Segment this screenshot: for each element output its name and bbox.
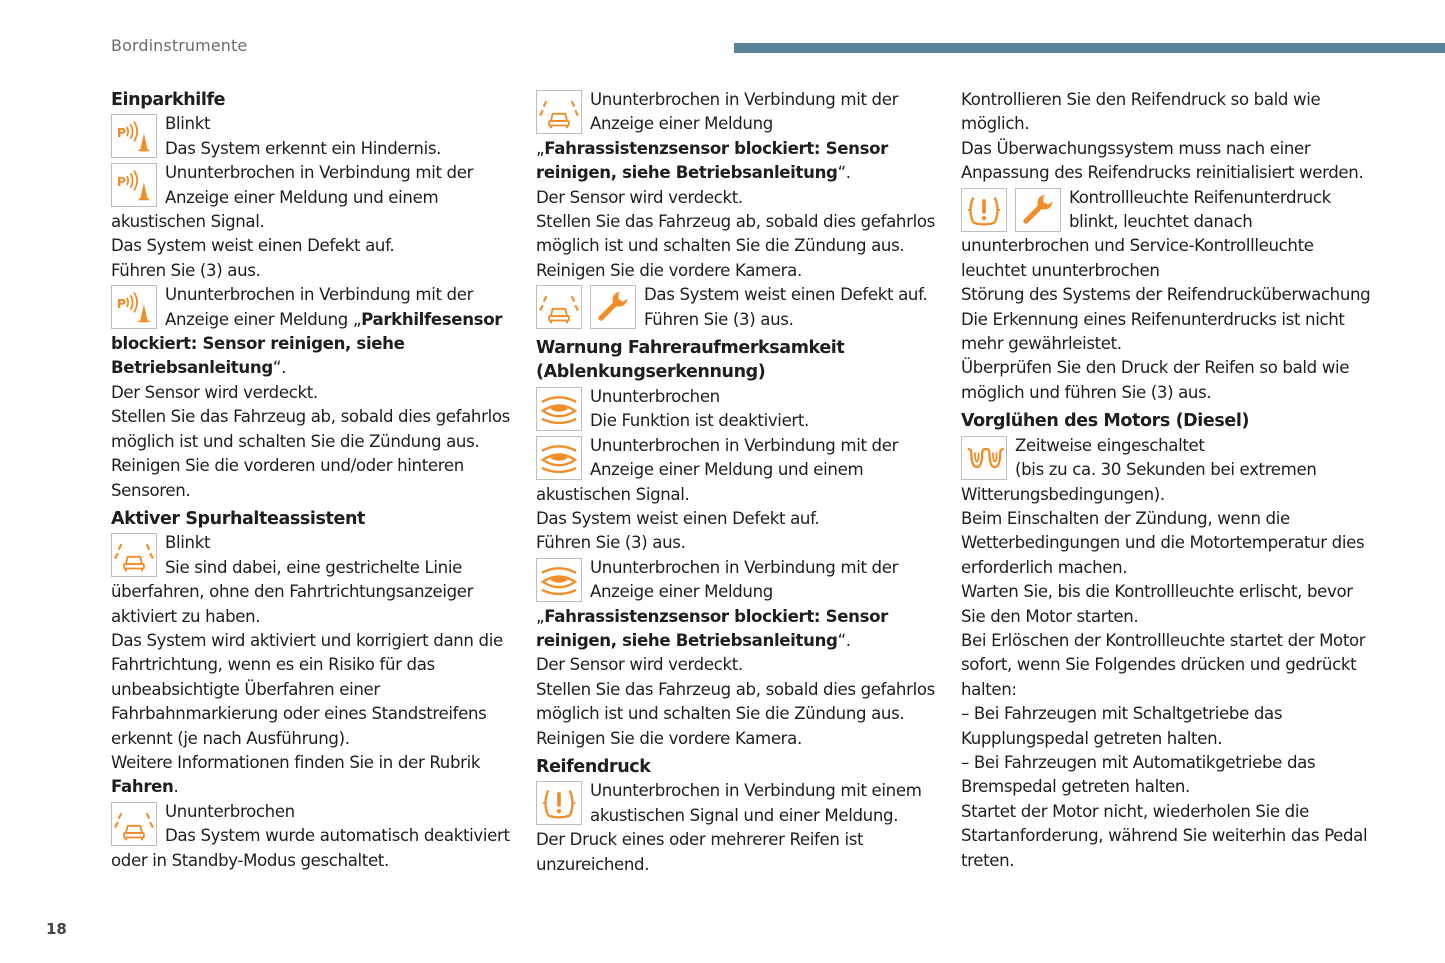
tire-2-state: Kontrollleuchte Reifenunterdruck blinkt, leuchtet danach ununterbrochen und Service-Kontrollleuchte leuchtet ununterbrochen	[961, 187, 1331, 280]
page-number: 18	[46, 920, 67, 938]
column-1	[111, 88, 511, 873]
cam-1-action-1: Stellen Sie das Fahrzeug ab, sobald dies gefahrlos möglich ist und schalten Sie die Zündung aus.	[536, 212, 935, 256]
attn-2-state: Ununterbrochen in Verbindung mit der Anzeige einer Meldung und einem akustischen Signal.	[536, 435, 899, 504]
section-title-vorgluehen: Vorglühen des Motors (Diesel)	[961, 411, 1250, 432]
park-1-desc: Das System erkennt ein Hindernis.	[165, 138, 442, 158]
park-3-state: Ununterbrochen in Verbindung mit der Anzeige einer Meldung „Parkhilfesensor blockiert: Sensor reinigen, siehe Betriebsanleitung“.	[111, 285, 503, 378]
glow-1-wait: Warten Sie, bis die Kontrollleuchte erlischt, bevor Sie den Motor starten.	[961, 582, 1353, 626]
attn-3-state: Ununterbrochen in Verbindung mit der Anzeige einer Meldung	[590, 557, 899, 602]
attn-1-desc: Die Funktion ist deaktiviert.	[590, 411, 809, 431]
wrench-icon	[1015, 188, 1061, 232]
glow-1-manual: – Bei Fahrzeugen mit Schaltgetriebe das Kupplungspedal getreten halten.	[961, 704, 1283, 748]
section-title-reifendruck: Reifendruck	[536, 756, 651, 777]
tire-2-detail: Die Erkennung eines Reifenunterdrucks ist nicht mehr gewährleistet.	[961, 309, 1345, 354]
attn-3-action-2: Reinigen Sie die vordere Kamera.	[536, 728, 802, 748]
header-accent-bar	[734, 43, 1445, 53]
park-3-action-1: Stellen Sie das Fahrzeug ab, sobald dies gefahrlos möglich ist und schalten Sie die Zündung aus.	[111, 407, 510, 451]
cam-1-desc: Der Sensor wird verdeckt.	[536, 187, 743, 207]
cam-2-desc: Das System weist einen Defekt auf.	[644, 285, 928, 305]
park-sensor-icon	[111, 114, 157, 158]
park-3-action-2: Reinigen Sie die vorderen und/oder hinteren Sensoren.	[111, 456, 464, 500]
section-header: Bordinstrumente	[111, 36, 248, 55]
tire-pressure-icon	[961, 188, 1007, 232]
lane-assist-icon	[111, 533, 157, 577]
park-2-action: Führen Sie (3) aus.	[111, 260, 261, 280]
glow-1-duration: (bis zu ca. 30 Sekunden bei extremen Witterungsbedingungen).	[961, 460, 1317, 504]
section-title-spurhalte: Aktiver Spurhalteassistent	[111, 508, 365, 529]
driver-attention-icon	[536, 558, 582, 602]
lane-1-more: Weitere Informationen finden Sie in der Rubrik Fahren.	[111, 752, 481, 797]
park-sensor-icon	[111, 285, 157, 329]
tire-1-action: Kontrollieren Sie den Reifendruck so bald wie möglich.	[961, 90, 1321, 134]
park-1-state: Blinkt	[165, 114, 211, 134]
lane-1-state: Blinkt	[165, 533, 211, 553]
glow-1-retry: Startet der Motor nicht, wiederholen Sie die Startanforderung, während Sie weiterhin das Pedal treten.	[961, 801, 1368, 870]
attn-3-action-1: Stellen Sie das Fahrzeug ab, sobald dies gefahrlos möglich ist und schalten Sie die Zündung aus.	[536, 679, 935, 724]
cam-1-state: Ununterbrochen in Verbindung mit der Anzeige einer Meldung	[590, 90, 899, 134]
glow-1-when: Beim Einschalten der Zündung, wenn die Wetterbedingungen und die Motortemperatur dies erforderlich machen.	[961, 508, 1365, 577]
park-2-desc: Das System weist einen Defekt auf.	[111, 236, 395, 256]
column-2	[536, 88, 936, 877]
lane-2-state: Ununterbrochen	[165, 801, 295, 821]
tire-1-reinit: Das Überwachungssystem muss nach einer Anpassung des Reifendrucks reinitialisiert werden.	[961, 138, 1364, 183]
driver-attention-icon	[536, 387, 582, 431]
attn-3-message: „Fahrassistenzsensor blockiert: Sensor reinigen, siehe Betriebsanleitung“.	[536, 606, 889, 650]
attn-3-desc: Der Sensor wird verdeckt.	[536, 655, 743, 675]
lane-camera-icon	[536, 90, 582, 134]
column-3	[961, 88, 1371, 873]
glow-1-state: Zeitweise eingeschaltet	[1015, 435, 1205, 455]
lane-1-detail: Das System wird aktiviert und korrigiert dann die Fahrtrichtung, wenn es ein Risiko für das unbeabsichtigte Überfahren einer Fahrbahnmarkierung oder eines Standstreifens erkennt (je nach Ausführung).	[111, 630, 503, 748]
section-title-einparkhilfe: Einparkhilfe	[111, 90, 226, 110]
glow-1-automatic: – Bei Fahrzeugen mit Automatikgetriebe das Bremspedal getreten halten.	[961, 752, 1316, 797]
glow-plug-icon	[961, 436, 1007, 480]
cam-1-action-2: Reinigen Sie die vordere Kamera.	[536, 260, 802, 280]
attn-1-state: Ununterbrochen	[590, 386, 720, 406]
tire-pressure-icon	[536, 781, 582, 825]
cam-2-action: Führen Sie (3) aus.	[644, 309, 794, 329]
attn-2-desc: Das System weist einen Defekt auf.	[536, 508, 820, 528]
tire-2-desc: Störung des Systems der Reifendrucküberwachung	[961, 285, 1371, 305]
lane-2-desc: Das System wurde automatisch deaktiviert oder in Standby-Modus geschaltet.	[111, 826, 510, 870]
attn-2-action: Führen Sie (3) aus.	[536, 533, 686, 553]
cam-1-message: „Fahrassistenzsensor blockiert: Sensor reinigen, siehe Betriebsanleitung“.	[536, 138, 889, 183]
wrench-icon	[590, 285, 636, 329]
section-title-aufmerksamkeit: Warnung Fahreraufmerksamkeit (Ablenkungserkennung)	[536, 338, 845, 383]
tire-1-desc: Der Druck eines oder mehrerer Reifen ist unzureichend.	[536, 830, 864, 874]
lane-assist-icon	[111, 802, 157, 846]
tire-1-state: Ununterbrochen in Verbindung mit einem akustischen Signal und einer Meldung.	[590, 781, 922, 825]
lane-camera-icon	[536, 285, 582, 329]
tire-2-action: Überprüfen Sie den Druck der Reifen so bald wie möglich und führen Sie (3) aus.	[961, 358, 1350, 402]
park-3-desc: Der Sensor wird verdeckt.	[111, 382, 318, 402]
glow-1-start: Bei Erlöschen der Kontrollleuchte startet der Motor sofort, wenn Sie Folgendes drücken und gedrückt halten:	[961, 630, 1366, 699]
park-2-state: Ununterbrochen in Verbindung mit der Anzeige einer Meldung und einem akustischen Signal.	[111, 163, 474, 232]
park-sensor-icon	[111, 163, 157, 207]
lane-1-desc: Sie sind dabei, eine gestrichelte Linie überfahren, ohne den Fahrtrichtungsanzeiger aktiviert zu haben.	[111, 557, 474, 626]
driver-attention-icon	[536, 436, 582, 480]
